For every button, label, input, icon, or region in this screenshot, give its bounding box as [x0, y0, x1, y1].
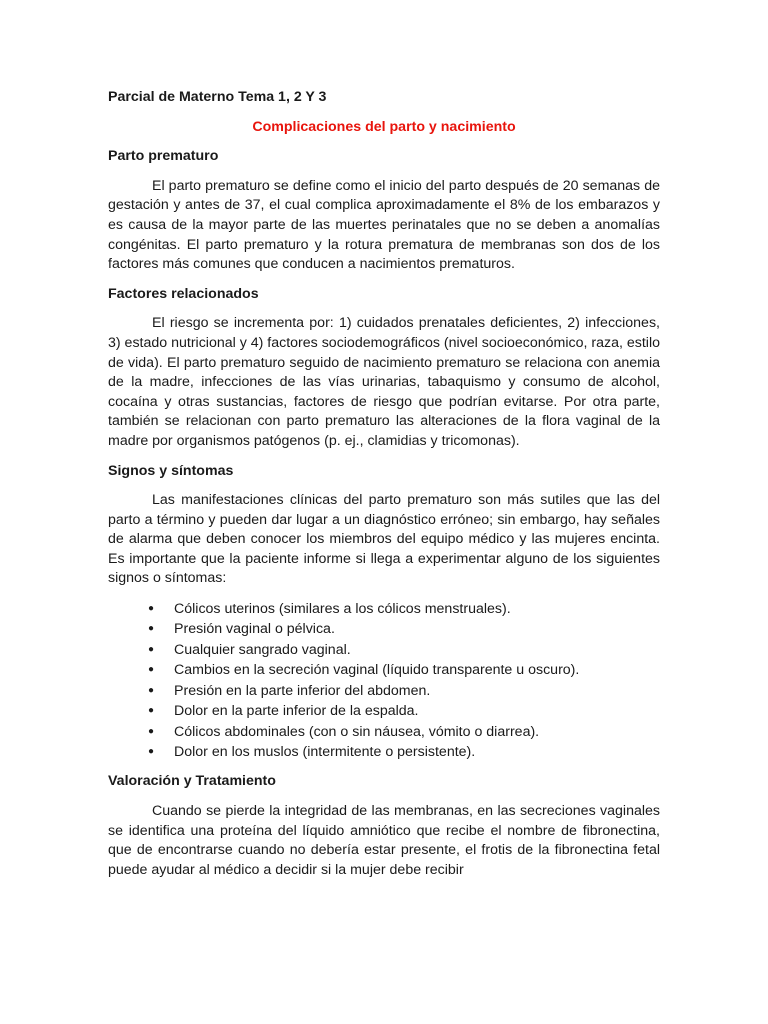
document-subtitle: Complicaciones del parto y nacimiento: [252, 118, 516, 135]
list-item: [148, 701, 660, 721]
bullet-icon: ●: [148, 603, 155, 615]
bullet-icon: ●: [148, 623, 155, 635]
bullet-icon: ●: [148, 745, 155, 757]
list-item-text: Presión en la parte inferior del abdomen.: [174, 682, 431, 699]
document-page: [108, 88, 660, 890]
document-title: Parcial de Materno Tema 1, 2 Y 3: [108, 89, 327, 105]
list-item: [148, 722, 660, 742]
bullet-icon: ●: [148, 643, 155, 655]
list-item: [148, 640, 660, 660]
list-item: [148, 742, 660, 762]
section-heading-valoracion: Valoración y Tratamiento: [108, 773, 276, 790]
list-item-text: Cólicos abdominales (con o sin náusea, vómito o diarrea).: [174, 723, 540, 740]
symptoms-list: [108, 599, 660, 762]
list-item-text: Cólicos uterinos (similares a los cólicos menstruales).: [174, 601, 511, 618]
bullet-icon: ●: [148, 705, 155, 717]
list-item-text: Cambios en la secreción vaginal (líquido transparente u oscuro).: [174, 662, 580, 679]
list-item-text: Cualquier sangrado vaginal.: [174, 641, 351, 658]
list-item: [148, 619, 660, 639]
section-heading-signos: Signos y síntomas: [108, 462, 234, 479]
section-heading-factores: Factores relacionados: [108, 285, 259, 302]
bullet-icon: ●: [148, 725, 155, 737]
list-item-text: Dolor en los muslos (intermitente o persistente).: [174, 743, 476, 760]
list-item-text: Presión vaginal o pélvica.: [174, 621, 335, 638]
bullet-icon: ●: [148, 664, 155, 676]
list-item: [148, 660, 660, 680]
section-heading-parto-prematuro: Parto prematuro: [108, 148, 219, 165]
list-item: [148, 599, 660, 619]
paragraph-factores: El riesgo se incrementa por: 1) cuidados prenatales deficientes, 2) infecciones, 3) estado nutricional y 4) factores sociodemográficos (nivel socioeconómico, raza, estilo de vida). El parto prematuro seguido de nacimiento prematuro se relaciona con anemia de la madre, infecciones de las vías urinarias, tabaquismo y consumo de alcohol, cocaína y otras sustancias, factores de riesgo que podrían evitarse. Por otra parte, también se relacionan con parto prematuro las alteraciones de la flora vaginal de la madre por organismos patógenos (p. ej., clamidias y tricomonas).: [108, 315, 660, 449]
list-item: [148, 681, 660, 701]
bullet-icon: ●: [148, 684, 155, 696]
paragraph-signos: Las manifestaciones clínicas del parto prematuro son más sutiles que las del parto a término y pueden dar lugar a un diagnóstico erróneo; sin embargo, hay señales de alarma que deben conocer los miembros del equipo médico y las mujeres encinta. Es importante que la paciente informe si llega a experimentar alguno de los siguientes signos o síntomas:: [108, 492, 660, 587]
list-item-text: Dolor en la parte inferior de la espalda.: [174, 703, 419, 720]
paragraph-valoracion: Cuando se pierde la integridad de las membranas, en las secreciones vaginales se identifica una proteína del líquido amniótico que recibe el nombre de fibronectina, que de encontrarse cuando no debería estar presente, el frotis de la fibronectina fetal puede ayudar al médico a decidir si la mujer debe recibir: [108, 802, 660, 878]
paragraph-parto-prematuro: El parto prematuro se define como el inicio del parto después de 20 semanas de gestación y antes de 37, el cual complica aproximadamente el 8% de los embarazos y es causa de la mayor parte de las muertes perinatales que no se deben a anomalías congénitas. El parto prematuro y la rotura prematura de membranas son dos de los factores más comunes que conducen a nacimientos prematuros.: [108, 177, 660, 273]
